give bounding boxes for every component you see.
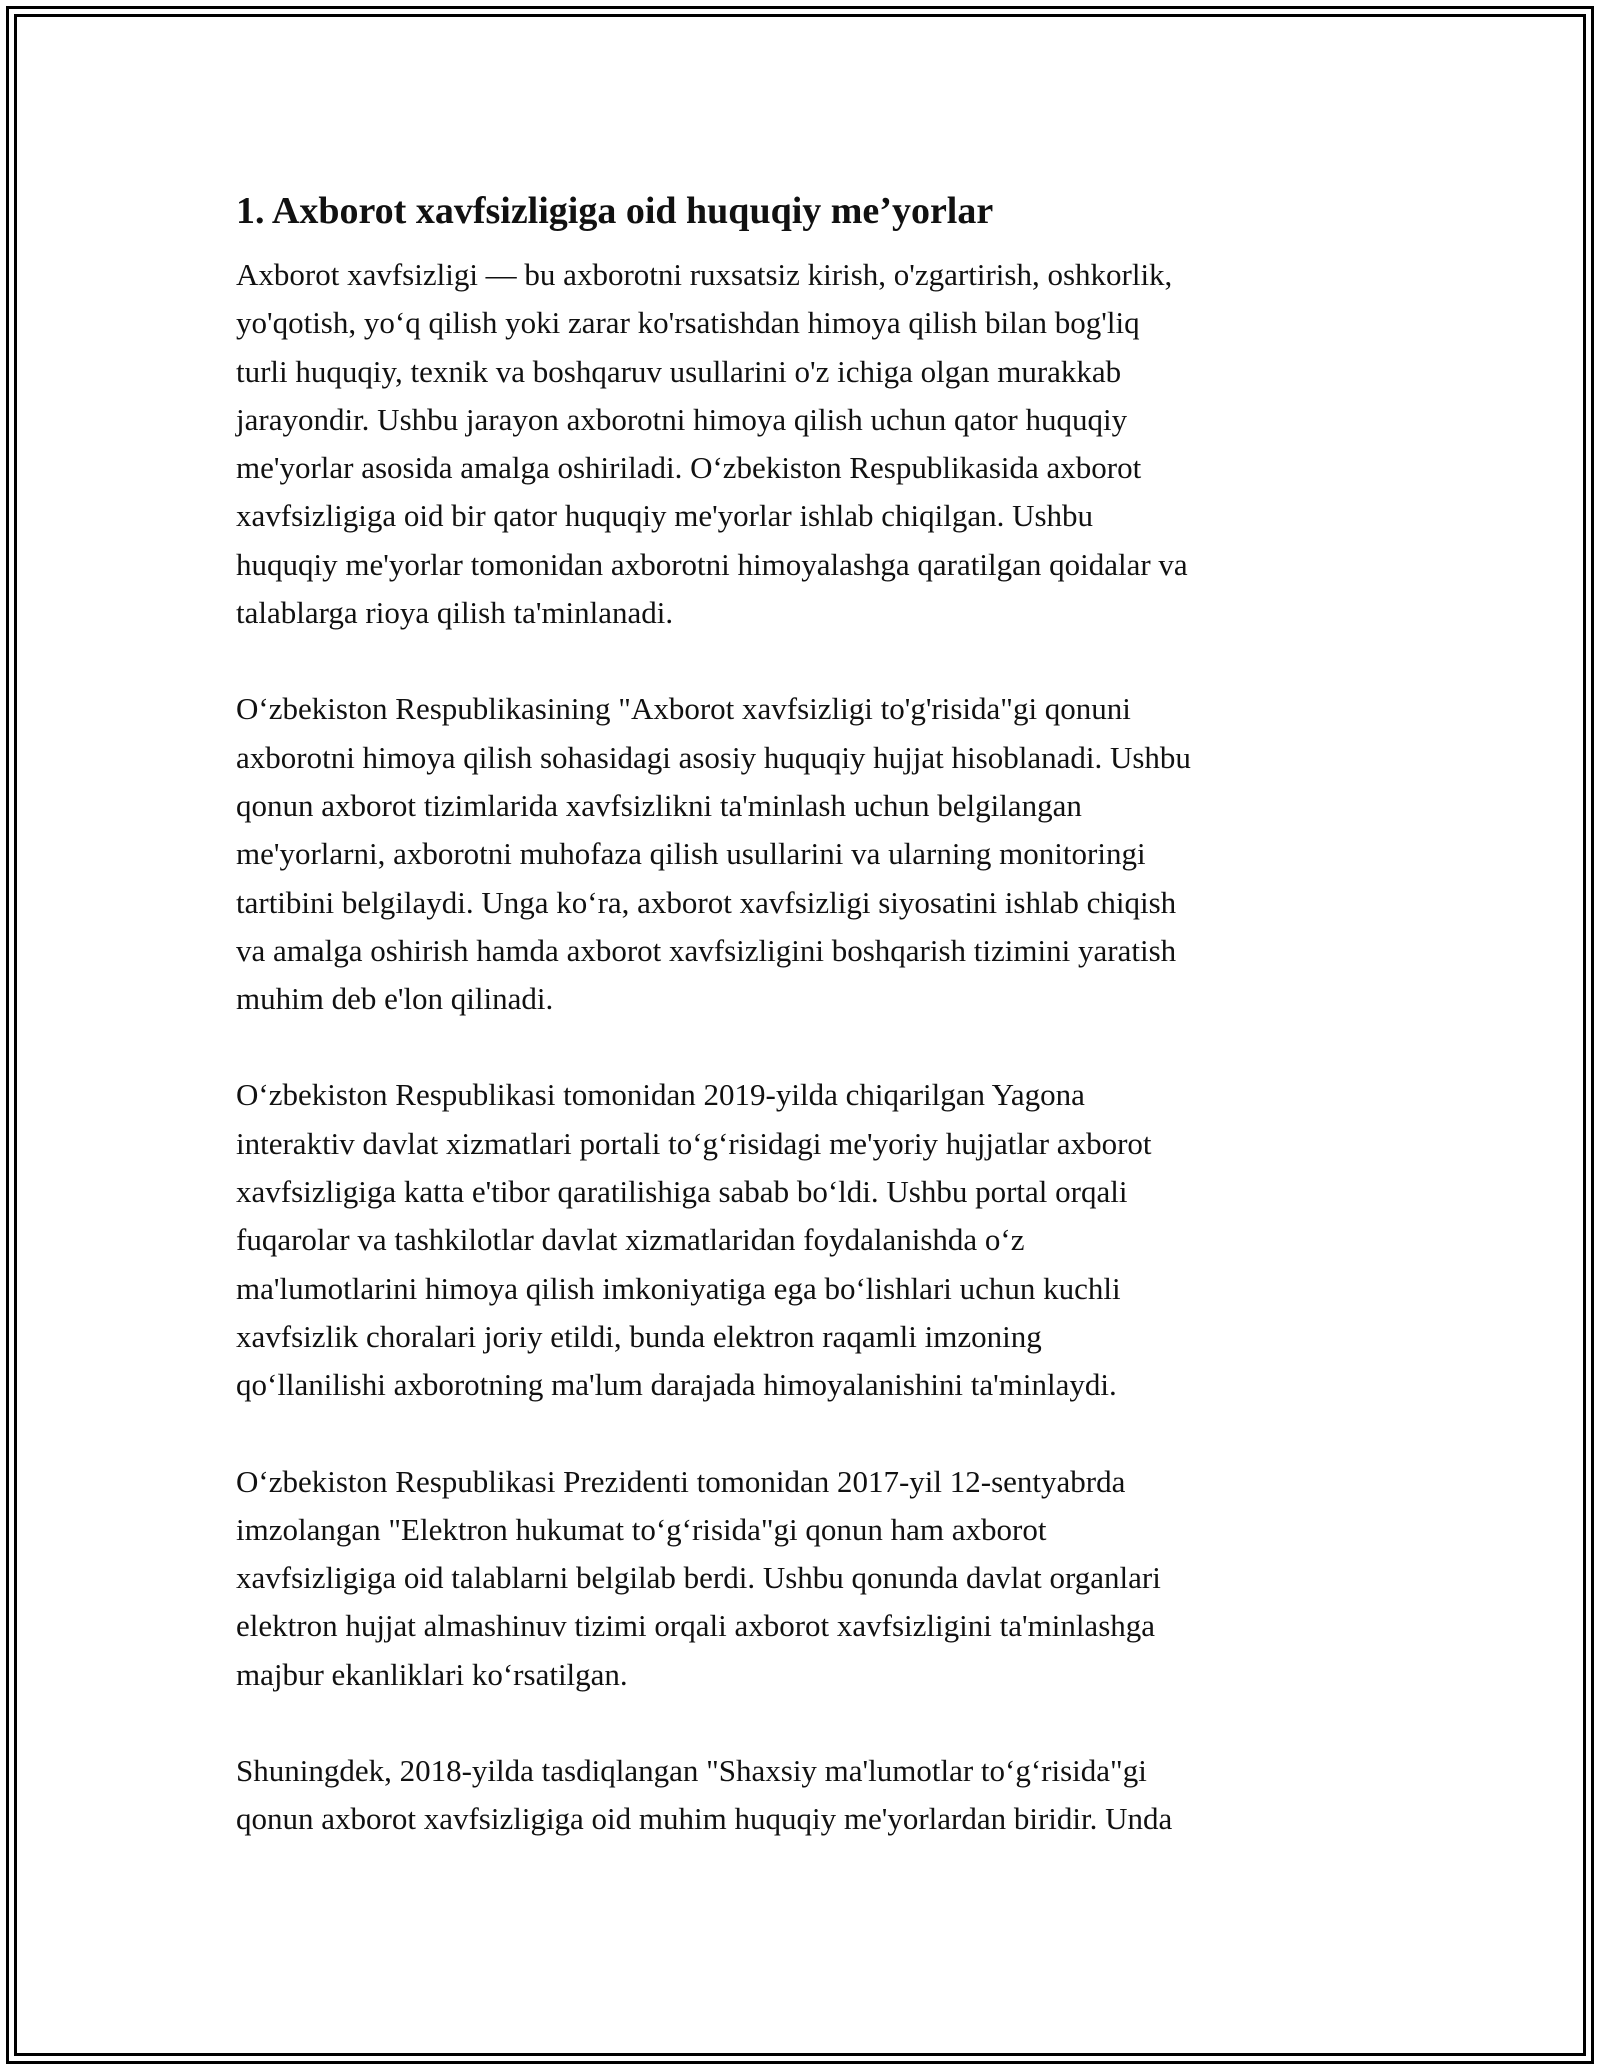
text-line: va amalga oshirish hamda axborot xavfsizligini boshqarish tizimini yaratish bbox=[236, 932, 1177, 968]
text-line: O‘zbekiston Respublikasining "Axborot xavfsizligi to'g'risida"gi qonuni bbox=[236, 691, 1131, 727]
text-line: Shuningdek, 2018-yilda tasdiqlangan "Shaxsiy ma'lumotlar to‘g‘risida"gi bbox=[236, 1753, 1147, 1789]
text-line: xavfsizligiga oid talablarni belgilab berdi. Ushbu qonunda davlat organlari bbox=[236, 1560, 1161, 1596]
text-line: interaktiv davlat xizmatlari portali to‘g‘risidagi me'yoriy hujjatlar axborot bbox=[236, 1125, 1152, 1161]
text-line: fuqarolar va tashkilotlar davlat xizmatlaridan foydalanishda o‘z bbox=[236, 1222, 1025, 1258]
text-line: elektron hujjat almashinuv tizimi orqali axborot xavfsizligini ta'minlashga bbox=[236, 1608, 1156, 1644]
text-line: huquqiy me'yorlar tomonidan axborotni himoyalashga qaratilgan qoidalar va bbox=[236, 546, 1188, 582]
text-line: axborotni himoya qilish sohasidagi asosiy huquqiy hujjat hisoblanadi. Ushbu bbox=[236, 739, 1191, 775]
text-line: imzolangan "Elektron hukumat to‘g‘risida"gi qonun ham axborot bbox=[236, 1511, 1047, 1547]
paragraph-5 bbox=[236, 1747, 1376, 1844]
text-line: qonun axborot tizimlarida xavfsizlikni ta'minlash uchun belgilangan bbox=[236, 787, 1082, 823]
text-line: muhim deb e'lon qilinadi. bbox=[236, 981, 554, 1017]
text-line: qonun axborot xavfsizligiga oid muhim huquqiy me'yorlardan biridir. Unda bbox=[236, 1801, 1173, 1837]
text-line: yo'qotish, yo‘q qilish yoki zarar ko'rsatishdan himoya qilish bilan bog'liq bbox=[236, 305, 1140, 341]
text-line: xavfsizlik choralari joriy etildi, bunda elektron raqamli imzoning bbox=[236, 1318, 1042, 1354]
text-line: majbur ekanliklari ko‘rsatilgan. bbox=[236, 1656, 628, 1692]
text-line: talablarga rioya qilish ta'minlanadi. bbox=[236, 595, 674, 631]
text-line: O‘zbekiston Respublikasi tomonidan 2019-yilda chiqarilgan Yagona bbox=[236, 1077, 1085, 1113]
text-line: me'yorlarni, axborotni muhofaza qilish usullarini va ularning monitoringi bbox=[236, 836, 1146, 872]
text-line: xavfsizligiga oid bir qator huquqiy me'yorlar ishlab chiqilgan. Ushbu bbox=[236, 498, 1094, 534]
paragraph-2 bbox=[236, 685, 1376, 1023]
text-line: qo‘llanilishi axborotning ma'lum darajada himoyalanishini ta'minlaydi. bbox=[236, 1367, 1117, 1403]
text-line: Axborot xavfsizligi — bu axborotni ruxsatsiz kirish, o'zgartirish, oshkorlik, bbox=[236, 257, 1173, 292]
text-line: me'yorlar asosida amalga oshiriladi. O‘zbekiston Respublikasida axborot bbox=[236, 450, 1142, 486]
text-line: tartibini belgilaydi. Unga ko‘ra, axborot xavfsizligi siyosatini ishlab chiqish bbox=[236, 884, 1177, 920]
text-line: O‘zbekiston Respublikasi Prezidenti tomonidan 2017-yil 12-sentyabrda bbox=[236, 1463, 1126, 1499]
text-line: jarayondir. Ushbu jarayon axborotni himoya qilish uchun qator huquqiy bbox=[236, 401, 1128, 437]
paragraph-4 bbox=[236, 1458, 1376, 1699]
paragraph-1 bbox=[236, 251, 1376, 637]
paragraph-3 bbox=[236, 1071, 1376, 1409]
text-line: ma'lumotlarini himoya qilish imkoniyatiga ega bo‘lishlari uchun kuchli bbox=[236, 1270, 1121, 1306]
document-body bbox=[236, 185, 1376, 1892]
section-heading: 1. Axborot xavfsizligiga oid huquqiy me’yorlar bbox=[236, 190, 994, 232]
text-line: turli huquqiy, texnik va boshqaruv usullarini o'z ichiga olgan murakkab bbox=[236, 353, 1122, 389]
text-line: xavfsizligiga katta e'tibor qaratilishiga sabab bo‘ldi. Ushbu portal orqali bbox=[236, 1174, 1128, 1210]
